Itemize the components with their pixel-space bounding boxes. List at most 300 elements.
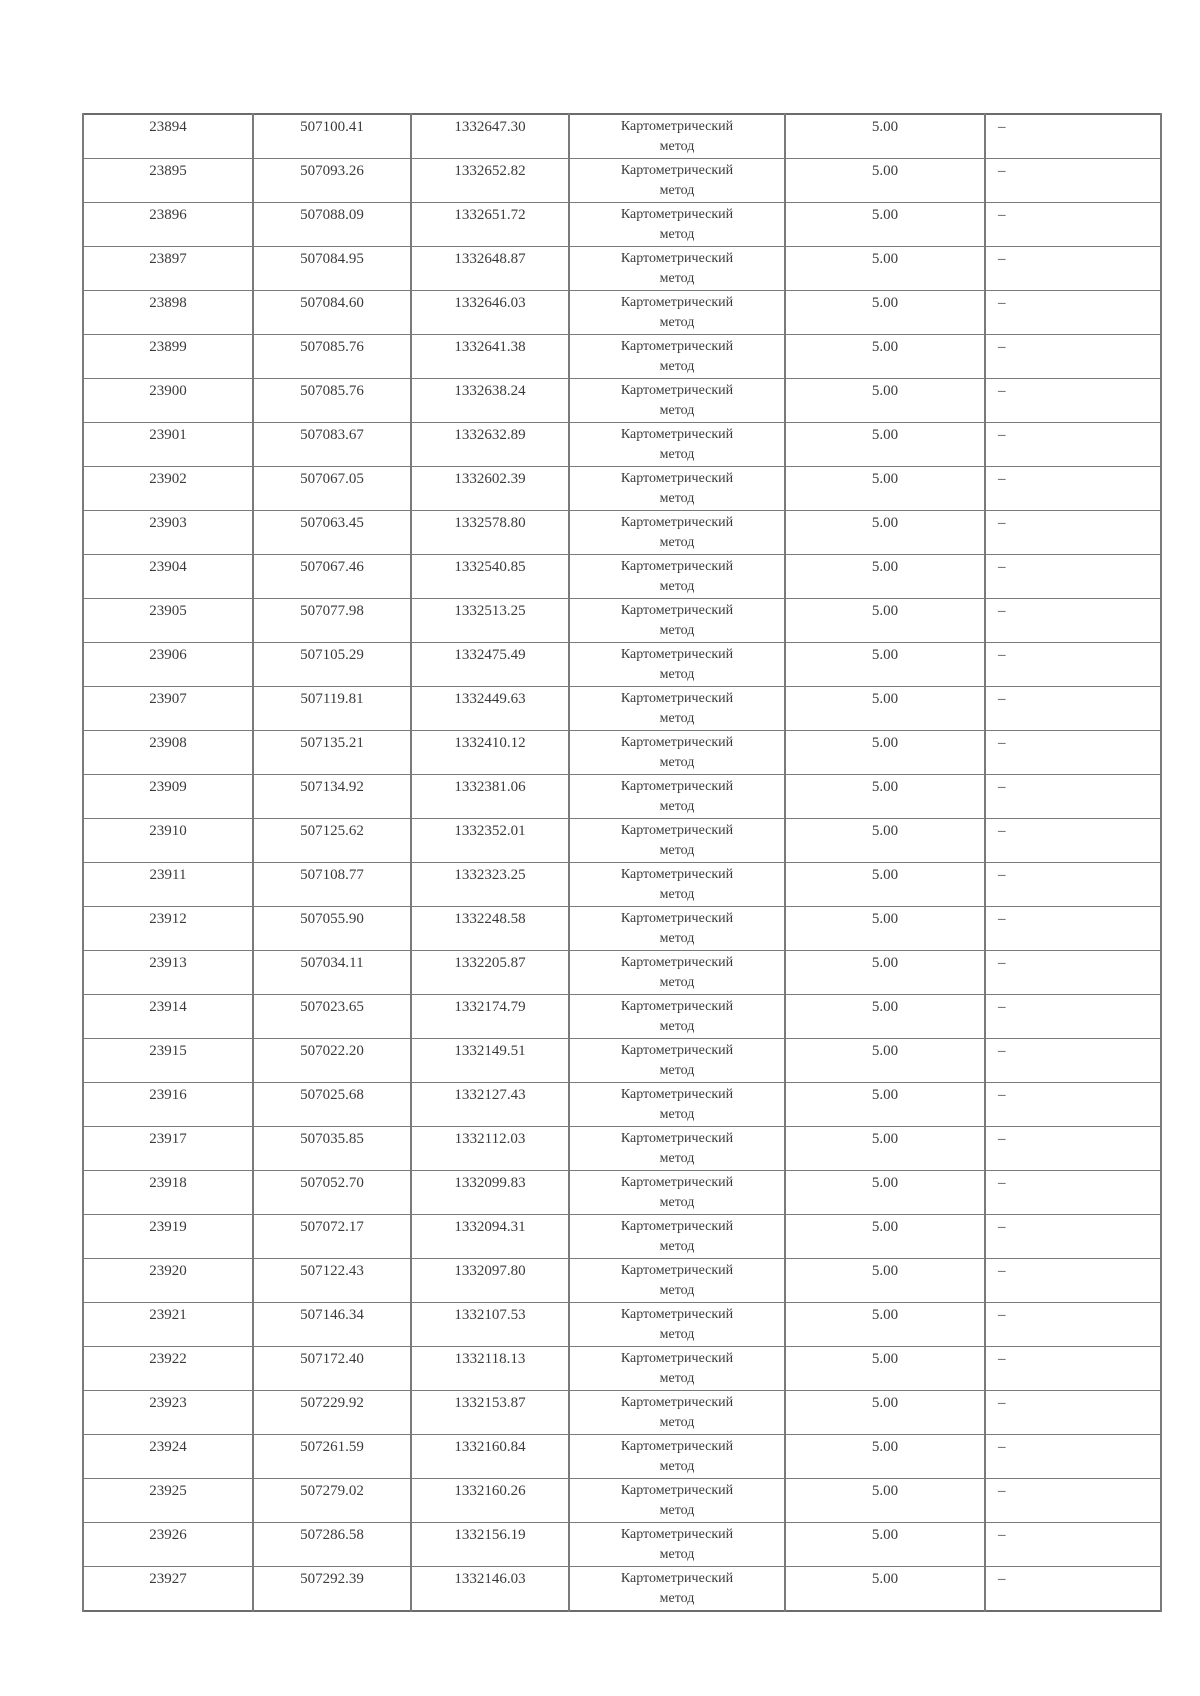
accuracy-cell: 5.00 xyxy=(785,643,985,687)
point-number-cell: 23923 xyxy=(83,1391,253,1435)
point-number-cell: 23925 xyxy=(83,1479,253,1523)
y-coordinate-cell: 1332641.38 xyxy=(411,335,569,379)
y-coordinate-cell: 1332632.89 xyxy=(411,423,569,467)
x-coordinate-cell: 507067.46 xyxy=(253,555,411,599)
method-cell xyxy=(569,1083,785,1127)
table-row xyxy=(83,159,1161,203)
method-cell xyxy=(569,291,785,335)
x-coordinate-cell: 507083.67 xyxy=(253,423,411,467)
x-coordinate-cell: 507286.58 xyxy=(253,1523,411,1567)
y-coordinate-cell: 1332118.13 xyxy=(411,1347,569,1391)
note-cell: – xyxy=(985,1039,1161,1083)
note-cell: – xyxy=(985,1259,1161,1303)
method-cell xyxy=(569,1303,785,1347)
x-coordinate-cell: 507067.05 xyxy=(253,467,411,511)
accuracy-cell: 5.00 xyxy=(785,1215,985,1259)
method-cell xyxy=(569,731,785,775)
note-cell: – xyxy=(985,114,1161,159)
method-cell xyxy=(569,1039,785,1083)
method-cell xyxy=(569,1215,785,1259)
method-label-line2: метод xyxy=(659,1283,695,1298)
method-cell xyxy=(569,1479,785,1523)
table-row xyxy=(83,995,1161,1039)
method-label-line1: Картометрический xyxy=(620,1263,734,1278)
table-row xyxy=(83,555,1161,599)
x-coordinate-cell: 507077.98 xyxy=(253,599,411,643)
point-number-cell: 23916 xyxy=(83,1083,253,1127)
note-cell: – xyxy=(985,907,1161,951)
accuracy-cell: 5.00 xyxy=(785,423,985,467)
x-coordinate-cell: 507055.90 xyxy=(253,907,411,951)
point-number-cell: 23922 xyxy=(83,1347,253,1391)
method-label-line1: Картометрический xyxy=(620,955,734,970)
method-label-line1: Картометрический xyxy=(620,207,734,222)
note-cell: – xyxy=(985,1347,1161,1391)
method-label-line1: Картометрический xyxy=(620,999,734,1014)
method-label-line2: метод xyxy=(659,667,695,682)
point-number-cell: 23909 xyxy=(83,775,253,819)
x-coordinate-cell: 507072.17 xyxy=(253,1215,411,1259)
y-coordinate-cell: 1332513.25 xyxy=(411,599,569,643)
x-coordinate-cell: 507052.70 xyxy=(253,1171,411,1215)
method-cell xyxy=(569,1171,785,1215)
method-label-line2: метод xyxy=(659,491,695,506)
method-label-line2: метод xyxy=(659,1019,695,1034)
method-label-line2: метод xyxy=(659,271,695,286)
method-label-line1: Картометрический xyxy=(620,691,734,706)
method-label-line2: метод xyxy=(659,1503,695,1518)
method-label-line1: Картометрический xyxy=(620,911,734,926)
method-cell xyxy=(569,247,785,291)
point-number-cell: 23912 xyxy=(83,907,253,951)
table-row xyxy=(83,1523,1161,1567)
y-coordinate-cell: 1332475.49 xyxy=(411,643,569,687)
note-cell: – xyxy=(985,335,1161,379)
note-cell: – xyxy=(985,731,1161,775)
method-cell xyxy=(569,114,785,159)
x-coordinate-cell: 507125.62 xyxy=(253,819,411,863)
accuracy-cell: 5.00 xyxy=(785,1479,985,1523)
table-row xyxy=(83,1567,1161,1612)
y-coordinate-cell: 1332578.80 xyxy=(411,511,569,555)
x-coordinate-cell: 507093.26 xyxy=(253,159,411,203)
point-number-cell: 23897 xyxy=(83,247,253,291)
method-label-line2: метод xyxy=(659,1547,695,1562)
method-label-line2: метод xyxy=(659,579,695,594)
method-cell xyxy=(569,335,785,379)
accuracy-cell: 5.00 xyxy=(785,1171,985,1215)
method-label-line2: метод xyxy=(659,1151,695,1166)
y-coordinate-cell: 1332107.53 xyxy=(411,1303,569,1347)
note-cell: – xyxy=(985,379,1161,423)
note-cell: – xyxy=(985,1567,1161,1612)
table-row xyxy=(83,1303,1161,1347)
method-label-line2: метод xyxy=(659,1415,695,1430)
x-coordinate-cell: 507279.02 xyxy=(253,1479,411,1523)
x-coordinate-cell: 507084.60 xyxy=(253,291,411,335)
point-number-cell: 23927 xyxy=(83,1567,253,1612)
method-label-line1: Картометрический xyxy=(620,823,734,838)
y-coordinate-cell: 1332149.51 xyxy=(411,1039,569,1083)
method-cell xyxy=(569,1127,785,1171)
method-label-line2: метод xyxy=(659,711,695,726)
y-coordinate-cell: 1332449.63 xyxy=(411,687,569,731)
y-coordinate-cell: 1332352.01 xyxy=(411,819,569,863)
x-coordinate-cell: 507146.34 xyxy=(253,1303,411,1347)
table-row xyxy=(83,247,1161,291)
point-number-cell: 23904 xyxy=(83,555,253,599)
method-cell xyxy=(569,555,785,599)
y-coordinate-cell: 1332602.39 xyxy=(411,467,569,511)
y-coordinate-cell: 1332160.26 xyxy=(411,1479,569,1523)
accuracy-cell: 5.00 xyxy=(785,511,985,555)
table-row xyxy=(83,1127,1161,1171)
accuracy-cell: 5.00 xyxy=(785,555,985,599)
table-row xyxy=(83,1259,1161,1303)
method-cell xyxy=(569,775,785,819)
x-coordinate-cell: 507034.11 xyxy=(253,951,411,995)
accuracy-cell: 5.00 xyxy=(785,687,985,731)
table-row xyxy=(83,1215,1161,1259)
accuracy-cell: 5.00 xyxy=(785,599,985,643)
method-label-line2: метод xyxy=(659,403,695,418)
method-label-line1: Картометрический xyxy=(620,1571,734,1586)
y-coordinate-cell: 1332146.03 xyxy=(411,1567,569,1612)
note-cell: – xyxy=(985,291,1161,335)
y-coordinate-cell: 1332381.06 xyxy=(411,775,569,819)
method-label-line2: метод xyxy=(659,975,695,990)
point-number-cell: 23901 xyxy=(83,423,253,467)
table-row xyxy=(83,951,1161,995)
method-cell xyxy=(569,423,785,467)
accuracy-cell: 5.00 xyxy=(785,775,985,819)
method-label-line1: Картометрический xyxy=(620,1395,734,1410)
method-label-line1: Картометрический xyxy=(620,603,734,618)
table-row xyxy=(83,1083,1161,1127)
method-label-line1: Картометрический xyxy=(620,1175,734,1190)
method-label-line1: Картометрический xyxy=(620,735,734,750)
note-cell: – xyxy=(985,1391,1161,1435)
method-cell xyxy=(569,1347,785,1391)
method-cell xyxy=(569,467,785,511)
method-label-line1: Картометрический xyxy=(620,1307,734,1322)
note-cell: – xyxy=(985,1479,1161,1523)
method-cell xyxy=(569,599,785,643)
accuracy-cell: 5.00 xyxy=(785,819,985,863)
point-number-cell: 23913 xyxy=(83,951,253,995)
accuracy-cell: 5.00 xyxy=(785,291,985,335)
point-number-cell: 23915 xyxy=(83,1039,253,1083)
accuracy-cell: 5.00 xyxy=(785,247,985,291)
note-cell: – xyxy=(985,775,1161,819)
table-row xyxy=(83,775,1161,819)
note-cell: – xyxy=(985,599,1161,643)
y-coordinate-cell: 1332099.83 xyxy=(411,1171,569,1215)
table-row xyxy=(83,203,1161,247)
method-cell xyxy=(569,643,785,687)
point-number-cell: 23926 xyxy=(83,1523,253,1567)
table-row xyxy=(83,1171,1161,1215)
point-number-cell: 23905 xyxy=(83,599,253,643)
method-label-line1: Картометрический xyxy=(620,1219,734,1234)
y-coordinate-cell: 1332205.87 xyxy=(411,951,569,995)
y-coordinate-cell: 1332540.85 xyxy=(411,555,569,599)
method-cell xyxy=(569,1567,785,1612)
accuracy-cell: 5.00 xyxy=(785,335,985,379)
method-label-line2: метод xyxy=(659,227,695,242)
table-body xyxy=(83,114,1161,1611)
y-coordinate-cell: 1332094.31 xyxy=(411,1215,569,1259)
accuracy-cell: 5.00 xyxy=(785,1567,985,1612)
table-row xyxy=(83,1039,1161,1083)
x-coordinate-cell: 507292.39 xyxy=(253,1567,411,1612)
method-label-line1: Картометрический xyxy=(620,163,734,178)
method-cell xyxy=(569,1435,785,1479)
accuracy-cell: 5.00 xyxy=(785,995,985,1039)
method-label-line2: метод xyxy=(659,1195,695,1210)
table-row xyxy=(83,423,1161,467)
table-row xyxy=(83,687,1161,731)
note-cell: – xyxy=(985,555,1161,599)
method-cell xyxy=(569,687,785,731)
x-coordinate-cell: 507135.21 xyxy=(253,731,411,775)
x-coordinate-cell: 507134.92 xyxy=(253,775,411,819)
accuracy-cell: 5.00 xyxy=(785,467,985,511)
method-label-line2: метод xyxy=(659,755,695,770)
method-label-line2: метод xyxy=(659,1591,695,1606)
x-coordinate-cell: 507100.41 xyxy=(253,114,411,159)
note-cell: – xyxy=(985,643,1161,687)
y-coordinate-cell: 1332097.80 xyxy=(411,1259,569,1303)
accuracy-cell: 5.00 xyxy=(785,1039,985,1083)
accuracy-cell: 5.00 xyxy=(785,114,985,159)
table-row xyxy=(83,467,1161,511)
y-coordinate-cell: 1332174.79 xyxy=(411,995,569,1039)
x-coordinate-cell: 507084.95 xyxy=(253,247,411,291)
method-cell xyxy=(569,511,785,555)
point-number-cell: 23907 xyxy=(83,687,253,731)
point-number-cell: 23919 xyxy=(83,1215,253,1259)
y-coordinate-cell: 1332647.30 xyxy=(411,114,569,159)
y-coordinate-cell: 1332410.12 xyxy=(411,731,569,775)
accuracy-cell: 5.00 xyxy=(785,1347,985,1391)
note-cell: – xyxy=(985,1127,1161,1171)
method-label-line1: Картометрический xyxy=(620,251,734,266)
table-row xyxy=(83,819,1161,863)
table-row xyxy=(83,599,1161,643)
method-cell xyxy=(569,863,785,907)
accuracy-cell: 5.00 xyxy=(785,1523,985,1567)
method-label-line1: Картометрический xyxy=(620,559,734,574)
method-cell xyxy=(569,159,785,203)
y-coordinate-cell: 1332651.72 xyxy=(411,203,569,247)
note-cell: – xyxy=(985,1171,1161,1215)
method-label-line2: метод xyxy=(659,799,695,814)
point-number-cell: 23914 xyxy=(83,995,253,1039)
method-label-line1: Картометрический xyxy=(620,119,734,134)
method-label-line1: Картометрический xyxy=(620,515,734,530)
note-cell: – xyxy=(985,247,1161,291)
note-cell: – xyxy=(985,467,1161,511)
point-number-cell: 23908 xyxy=(83,731,253,775)
accuracy-cell: 5.00 xyxy=(785,907,985,951)
method-label-line1: Картометрический xyxy=(620,471,734,486)
x-coordinate-cell: 507261.59 xyxy=(253,1435,411,1479)
table-row xyxy=(83,643,1161,687)
method-label-line1: Картометрический xyxy=(620,1483,734,1498)
method-label-line2: метод xyxy=(659,887,695,902)
accuracy-cell: 5.00 xyxy=(785,379,985,423)
point-number-cell: 23917 xyxy=(83,1127,253,1171)
accuracy-cell: 5.00 xyxy=(785,731,985,775)
x-coordinate-cell: 507172.40 xyxy=(253,1347,411,1391)
method-label-line2: метод xyxy=(659,931,695,946)
y-coordinate-cell: 1332652.82 xyxy=(411,159,569,203)
note-cell: – xyxy=(985,1215,1161,1259)
method-label-line1: Картометрический xyxy=(620,779,734,794)
note-cell: – xyxy=(985,423,1161,467)
accuracy-cell: 5.00 xyxy=(785,1435,985,1479)
x-coordinate-cell: 507085.76 xyxy=(253,379,411,423)
note-cell: – xyxy=(985,1303,1161,1347)
note-cell: – xyxy=(985,1523,1161,1567)
note-cell: – xyxy=(985,819,1161,863)
point-number-cell: 23918 xyxy=(83,1171,253,1215)
x-coordinate-cell: 507085.76 xyxy=(253,335,411,379)
y-coordinate-cell: 1332153.87 xyxy=(411,1391,569,1435)
point-number-cell: 23894 xyxy=(83,114,253,159)
point-number-cell: 23900 xyxy=(83,379,253,423)
method-cell xyxy=(569,203,785,247)
method-label-line2: метод xyxy=(659,359,695,374)
method-label-line2: метод xyxy=(659,1371,695,1386)
x-coordinate-cell: 507119.81 xyxy=(253,687,411,731)
table-row xyxy=(83,379,1161,423)
method-cell xyxy=(569,819,785,863)
x-coordinate-cell: 507105.29 xyxy=(253,643,411,687)
method-label-line2: метод xyxy=(659,535,695,550)
x-coordinate-cell: 507022.20 xyxy=(253,1039,411,1083)
x-coordinate-cell: 507025.68 xyxy=(253,1083,411,1127)
note-cell: – xyxy=(985,863,1161,907)
y-coordinate-cell: 1332248.58 xyxy=(411,907,569,951)
method-label-line2: метод xyxy=(659,843,695,858)
method-label-line2: метод xyxy=(659,447,695,462)
method-label-line1: Картометрический xyxy=(620,1351,734,1366)
y-coordinate-cell: 1332127.43 xyxy=(411,1083,569,1127)
point-number-cell: 23903 xyxy=(83,511,253,555)
method-label-line1: Картометрический xyxy=(620,1087,734,1102)
method-label-line1: Картометрический xyxy=(620,1439,734,1454)
table-row xyxy=(83,731,1161,775)
method-label-line1: Картометрический xyxy=(620,867,734,882)
note-cell: – xyxy=(985,511,1161,555)
point-number-cell: 23911 xyxy=(83,863,253,907)
point-number-cell: 23895 xyxy=(83,159,253,203)
method-label-line2: метод xyxy=(659,1107,695,1122)
method-label-line2: метод xyxy=(659,1327,695,1342)
accuracy-cell: 5.00 xyxy=(785,159,985,203)
y-coordinate-cell: 1332648.87 xyxy=(411,247,569,291)
table-row xyxy=(83,335,1161,379)
method-cell xyxy=(569,907,785,951)
y-coordinate-cell: 1332112.03 xyxy=(411,1127,569,1171)
table-row xyxy=(83,1347,1161,1391)
accuracy-cell: 5.00 xyxy=(785,1303,985,1347)
table-row xyxy=(83,114,1161,159)
accuracy-cell: 5.00 xyxy=(785,1083,985,1127)
accuracy-cell: 5.00 xyxy=(785,951,985,995)
accuracy-cell: 5.00 xyxy=(785,203,985,247)
note-cell: – xyxy=(985,1083,1161,1127)
point-number-cell: 23898 xyxy=(83,291,253,335)
x-coordinate-cell: 507108.77 xyxy=(253,863,411,907)
y-coordinate-cell: 1332638.24 xyxy=(411,379,569,423)
method-label-line2: метод xyxy=(659,623,695,638)
note-cell: – xyxy=(985,1435,1161,1479)
note-cell: – xyxy=(985,951,1161,995)
point-number-cell: 23921 xyxy=(83,1303,253,1347)
method-label-line2: метод xyxy=(659,1063,695,1078)
y-coordinate-cell: 1332156.19 xyxy=(411,1523,569,1567)
method-cell xyxy=(569,951,785,995)
x-coordinate-cell: 507122.43 xyxy=(253,1259,411,1303)
note-cell: – xyxy=(985,995,1161,1039)
x-coordinate-cell: 507229.92 xyxy=(253,1391,411,1435)
method-label-line2: метод xyxy=(659,183,695,198)
accuracy-cell: 5.00 xyxy=(785,1127,985,1171)
point-number-cell: 23899 xyxy=(83,335,253,379)
method-label-line1: Картометрический xyxy=(620,1043,734,1058)
accuracy-cell: 5.00 xyxy=(785,1259,985,1303)
method-cell xyxy=(569,1259,785,1303)
method-label-line1: Картометрический xyxy=(620,383,734,398)
table-row xyxy=(83,1435,1161,1479)
x-coordinate-cell: 507035.85 xyxy=(253,1127,411,1171)
note-cell: – xyxy=(985,687,1161,731)
point-number-cell: 23906 xyxy=(83,643,253,687)
method-cell xyxy=(569,1523,785,1567)
point-number-cell: 23910 xyxy=(83,819,253,863)
y-coordinate-cell: 1332646.03 xyxy=(411,291,569,335)
coordinates-table xyxy=(82,113,1162,1612)
table-row xyxy=(83,511,1161,555)
method-label-line2: метод xyxy=(659,315,695,330)
accuracy-cell: 5.00 xyxy=(785,1391,985,1435)
point-number-cell: 23920 xyxy=(83,1259,253,1303)
method-label-line1: Картометрический xyxy=(620,295,734,310)
x-coordinate-cell: 507023.65 xyxy=(253,995,411,1039)
table-row xyxy=(83,1479,1161,1523)
y-coordinate-cell: 1332160.84 xyxy=(411,1435,569,1479)
point-number-cell: 23924 xyxy=(83,1435,253,1479)
x-coordinate-cell: 507063.45 xyxy=(253,511,411,555)
accuracy-cell: 5.00 xyxy=(785,863,985,907)
table-row xyxy=(83,1391,1161,1435)
method-label-line1: Картометрический xyxy=(620,339,734,354)
method-cell xyxy=(569,1391,785,1435)
note-cell: – xyxy=(985,159,1161,203)
table-row xyxy=(83,907,1161,951)
point-number-cell: 23902 xyxy=(83,467,253,511)
method-cell xyxy=(569,379,785,423)
method-label-line2: метод xyxy=(659,1459,695,1474)
method-label-line1: Картометрический xyxy=(620,1527,734,1542)
y-coordinate-cell: 1332323.25 xyxy=(411,863,569,907)
method-label-line1: Картометрический xyxy=(620,647,734,662)
method-label-line1: Картометрический xyxy=(620,1131,734,1146)
table-row xyxy=(83,291,1161,335)
